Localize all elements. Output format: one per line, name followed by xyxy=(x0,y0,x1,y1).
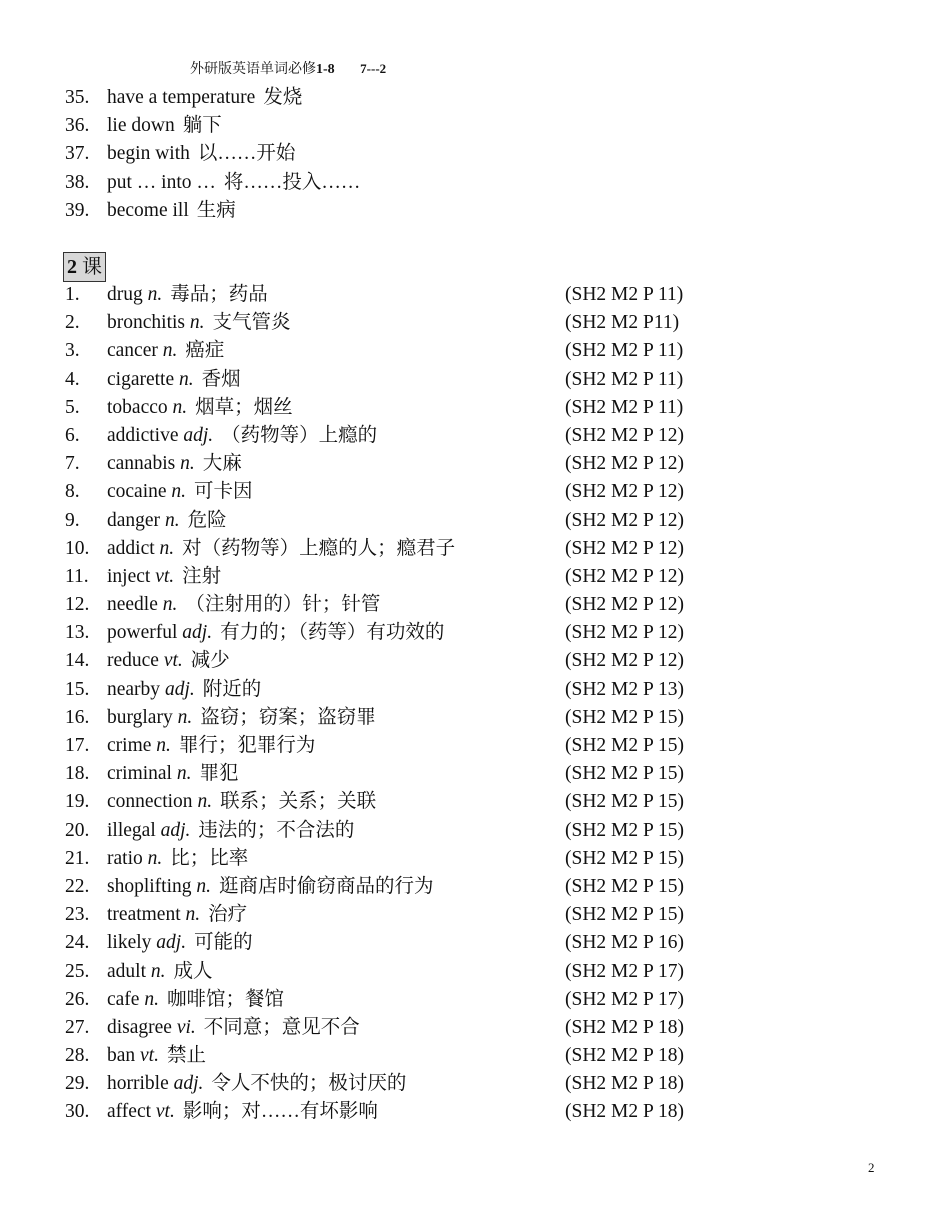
chinese-meaning: 危险 xyxy=(187,509,227,531)
english-term: addictive xyxy=(107,424,179,446)
term-entry xyxy=(107,619,444,647)
chinese-meaning: 香烟 xyxy=(201,368,241,390)
part-of-speech: n. xyxy=(185,904,201,926)
english-term: lie down xyxy=(107,115,175,137)
part-of-speech: n. xyxy=(180,453,195,475)
chinese-meaning: 注射 xyxy=(182,565,222,587)
term-entry xyxy=(107,958,213,986)
item-number: 2. xyxy=(65,312,80,334)
english-term: inject xyxy=(107,565,151,587)
term-entry xyxy=(107,760,239,788)
chinese-meaning: 违法的；不合法的 xyxy=(198,819,355,841)
term-entry xyxy=(107,647,230,675)
english-term: needle xyxy=(107,594,158,616)
chinese-meaning: 生病 xyxy=(196,199,236,221)
english-term: powerful xyxy=(107,622,178,644)
english-term: illegal xyxy=(107,819,156,841)
english-term: crime xyxy=(107,735,152,756)
english-term: horrible xyxy=(107,1073,169,1095)
textbook-reference: (SH2 M2 P 12) xyxy=(565,650,684,672)
chinese-meaning: 比；比率 xyxy=(170,847,249,869)
part-of-speech: vt. xyxy=(140,1045,159,1067)
chinese-meaning: 附近的 xyxy=(202,678,262,700)
textbook-reference: (SH2 M2 P 15) xyxy=(565,706,684,728)
item-number: 5. xyxy=(65,396,80,418)
english-term: cafe xyxy=(107,988,140,1010)
english-term: adult xyxy=(107,960,146,982)
english-term: criminal xyxy=(107,763,172,785)
textbook-reference: (SH2 M2 P11) xyxy=(565,312,680,334)
english-term: likely xyxy=(107,932,152,954)
chinese-meaning: 禁止 xyxy=(166,1045,206,1067)
textbook-reference: (SH2 M2 P 15) xyxy=(565,735,684,756)
item-number: 24. xyxy=(65,932,90,954)
term-entry xyxy=(107,591,380,619)
english-term: cancer xyxy=(107,340,158,362)
term-entry xyxy=(107,450,242,478)
item-number: 11. xyxy=(65,565,89,587)
english-term: tobacco xyxy=(107,396,168,418)
header-code: 7---2 xyxy=(360,61,387,76)
english-term: affect xyxy=(107,1101,152,1123)
english-term: burglary xyxy=(107,706,173,728)
textbook-reference: (SH2 M2 P 18) xyxy=(565,1016,684,1038)
part-of-speech: n. xyxy=(176,763,192,785)
term-entry xyxy=(107,281,268,309)
textbook-reference: (SH2 M2 P 16) xyxy=(565,932,684,954)
chinese-meaning: 毒品；药品 xyxy=(170,284,268,305)
item-number: 20. xyxy=(65,819,90,841)
item-number: 15. xyxy=(65,678,90,700)
part-of-speech: vt. xyxy=(155,1101,175,1123)
page-number: 2 xyxy=(868,1160,875,1175)
item-number: 4. xyxy=(65,368,80,390)
english-term: treatment xyxy=(107,904,181,926)
term-entry xyxy=(107,845,248,873)
chinese-meaning: 将……投入…… xyxy=(223,171,361,193)
term-entry xyxy=(107,140,295,168)
item-number: 22. xyxy=(65,875,90,897)
textbook-reference: (SH2 M2 P 15) xyxy=(565,763,684,785)
item-number: 17. xyxy=(65,735,90,756)
part-of-speech: n. xyxy=(179,368,194,390)
term-entry xyxy=(107,873,434,901)
item-number: 14. xyxy=(65,650,90,672)
textbook-reference: (SH2 M2 P 11) xyxy=(565,284,684,305)
english-term: danger xyxy=(107,509,161,531)
part-of-speech: n. xyxy=(197,791,213,813)
chinese-meaning: 咖啡馆；餐馆 xyxy=(166,988,284,1010)
textbook-reference: (SH2 M2 P 18) xyxy=(565,1101,684,1123)
part-of-speech: n. xyxy=(144,988,159,1010)
term-entry xyxy=(107,704,376,732)
part-of-speech: n. xyxy=(171,481,187,503)
part-of-speech: n. xyxy=(177,706,193,728)
chinese-meaning: 大麻 xyxy=(202,453,242,475)
term-entry xyxy=(107,309,291,337)
textbook-reference: (SH2 M2 P 11) xyxy=(565,368,684,390)
term-entry xyxy=(107,563,221,591)
header-title: 外研版英语单词必修 xyxy=(190,62,316,77)
english-term: shoplifting xyxy=(107,875,192,897)
term-entry xyxy=(107,817,354,845)
textbook-reference: (SH2 M2 P 12) xyxy=(565,424,684,446)
item-number: 23. xyxy=(65,904,90,926)
textbook-reference: (SH2 M2 P 12) xyxy=(565,509,684,531)
part-of-speech: n. xyxy=(196,875,212,897)
term-entry xyxy=(107,929,253,957)
term-entry xyxy=(107,1014,360,1042)
chinese-meaning: 成人 xyxy=(173,960,213,982)
part-of-speech: n. xyxy=(150,960,166,982)
item-number: 27. xyxy=(65,1016,90,1038)
item-number: 12. xyxy=(65,594,90,616)
term-entry xyxy=(107,901,247,929)
textbook-reference: (SH2 M2 P 18) xyxy=(565,1073,684,1095)
chinese-meaning: （药物等）上瘾的 xyxy=(221,424,378,446)
chinese-meaning: 可卡因 xyxy=(194,481,253,503)
term-entry xyxy=(107,1042,206,1070)
part-of-speech: adj. xyxy=(156,932,187,954)
chinese-meaning: 盗窃；窃案；盗窃罪 xyxy=(200,706,376,728)
textbook-reference: (SH2 M2 P 12) xyxy=(565,537,684,559)
term-entry xyxy=(107,478,253,506)
item-number: 36. xyxy=(65,115,90,137)
item-number: 16. xyxy=(65,706,90,728)
term-entry xyxy=(107,337,224,365)
term-entry xyxy=(107,394,293,422)
part-of-speech: vt. xyxy=(163,650,183,672)
term-entry xyxy=(107,732,315,760)
item-number: 30. xyxy=(65,1101,90,1123)
english-term: connection xyxy=(107,791,193,813)
chinese-meaning: 支气管炎 xyxy=(212,312,291,334)
english-term: have a temperature xyxy=(107,87,256,108)
term-entry xyxy=(107,112,222,140)
part-of-speech: n. xyxy=(172,396,188,418)
chinese-meaning: 烟草；烟丝 xyxy=(195,396,293,418)
textbook-reference: (SH2 M2 P 15) xyxy=(565,819,684,841)
lesson-heading xyxy=(63,252,106,282)
chinese-meaning: 逛商店时偷窃商品的行为 xyxy=(219,875,434,897)
lesson-number: 2 xyxy=(67,256,77,278)
textbook-reference: (SH2 M2 P 15) xyxy=(565,847,684,869)
term-entry xyxy=(107,84,302,112)
item-number: 13. xyxy=(65,622,90,644)
item-number: 26. xyxy=(65,988,90,1010)
part-of-speech: adj. xyxy=(173,1073,204,1095)
part-of-speech: adj. xyxy=(164,678,195,700)
lesson-label: 课 xyxy=(82,256,102,278)
item-number: 7. xyxy=(65,453,80,475)
english-term: put … into … xyxy=(107,171,216,193)
part-of-speech: n. xyxy=(164,509,180,531)
part-of-speech: n. xyxy=(189,312,205,334)
english-term: begin with xyxy=(107,143,190,165)
item-number: 10. xyxy=(65,537,90,559)
term-entry xyxy=(107,507,227,535)
english-term: bronchitis xyxy=(107,312,185,334)
part-of-speech: adj. xyxy=(183,424,214,446)
item-number: 21. xyxy=(65,847,90,869)
part-of-speech: n. xyxy=(147,284,163,305)
term-entry xyxy=(107,197,236,225)
item-number: 37. xyxy=(65,143,90,165)
part-of-speech: n. xyxy=(147,847,163,869)
chinese-meaning: 影响；对……有坏影响 xyxy=(182,1101,378,1123)
english-term: become ill xyxy=(107,199,189,221)
textbook-reference: (SH2 M2 P 17) xyxy=(565,988,684,1010)
item-number: 35. xyxy=(65,87,90,108)
textbook-reference: (SH2 M2 P 12) xyxy=(565,481,684,503)
english-term: ratio xyxy=(107,847,143,869)
part-of-speech: n. xyxy=(162,594,178,616)
item-number: 18. xyxy=(65,763,90,785)
header-title-range: 1-8 xyxy=(316,62,335,77)
chinese-meaning: 躺下 xyxy=(182,115,222,137)
term-entry xyxy=(107,422,377,450)
item-number: 28. xyxy=(65,1045,90,1067)
item-number: 38. xyxy=(65,171,90,193)
chinese-meaning: 以……开始 xyxy=(197,143,296,165)
textbook-reference: (SH2 M2 P 13) xyxy=(565,678,684,700)
part-of-speech: n. xyxy=(156,735,171,756)
term-entry xyxy=(107,1070,406,1098)
english-term: reduce xyxy=(107,650,159,672)
chinese-meaning: 联系；关系；关联 xyxy=(220,791,377,813)
english-term: drug xyxy=(107,284,143,305)
textbook-reference: (SH2 M2 P 18) xyxy=(565,1045,684,1067)
chinese-meaning: 罪犯 xyxy=(199,763,239,785)
chinese-meaning: 不同意；意见不合 xyxy=(203,1016,360,1038)
item-number: 19. xyxy=(65,791,90,813)
part-of-speech: adj. xyxy=(182,622,213,644)
textbook-reference: (SH2 M2 P 12) xyxy=(565,565,684,587)
textbook-reference: (SH2 M2 P 11) xyxy=(565,396,684,418)
textbook-reference: (SH2 M2 P 12) xyxy=(565,594,684,616)
term-entry xyxy=(107,1098,378,1126)
english-term: addict xyxy=(107,537,155,559)
part-of-speech: n. xyxy=(159,537,175,559)
english-term: ban xyxy=(107,1045,136,1067)
chinese-meaning: 治疗 xyxy=(208,904,248,926)
term-entry xyxy=(107,788,376,816)
item-number: 9. xyxy=(65,509,80,531)
chinese-meaning: 发烧 xyxy=(263,87,303,108)
chinese-meaning: 有力的；（药等）有功效的 xyxy=(220,622,445,644)
english-term: cigarette xyxy=(107,368,175,390)
textbook-reference: (SH2 M2 P 11) xyxy=(565,340,684,362)
term-entry xyxy=(107,366,241,394)
chinese-meaning: 癌症 xyxy=(185,340,225,362)
item-number: 39. xyxy=(65,199,90,221)
textbook-reference: (SH2 M2 P 12) xyxy=(565,453,684,475)
textbook-reference: (SH2 M2 P 17) xyxy=(565,960,684,982)
chinese-meaning: （注射用的）针；针管 xyxy=(185,594,381,616)
textbook-reference: (SH2 M2 P 12) xyxy=(565,622,684,644)
item-number: 29. xyxy=(65,1073,90,1095)
chinese-meaning: 可能的 xyxy=(194,932,253,954)
textbook-reference: (SH2 M2 P 15) xyxy=(565,904,684,926)
chinese-meaning: 对（药物等）上瘾的人；瘾君子 xyxy=(182,537,456,559)
part-of-speech: n. xyxy=(162,340,178,362)
english-term: cocaine xyxy=(107,481,167,503)
part-of-speech: adj. xyxy=(160,819,191,841)
chinese-meaning: 罪行；犯罪行为 xyxy=(178,735,316,756)
page-header xyxy=(190,58,386,78)
term-entry xyxy=(107,535,455,563)
textbook-reference: (SH2 M2 P 15) xyxy=(565,791,684,813)
textbook-reference: (SH2 M2 P 15) xyxy=(565,875,684,897)
item-number: 1. xyxy=(65,284,80,305)
english-term: disagree xyxy=(107,1016,172,1038)
item-number: 3. xyxy=(65,340,80,362)
item-number: 6. xyxy=(65,424,80,446)
item-number: 8. xyxy=(65,481,80,503)
term-entry xyxy=(107,986,284,1014)
part-of-speech: vt. xyxy=(155,565,175,587)
part-of-speech: vi. xyxy=(176,1016,196,1038)
chinese-meaning: 减少 xyxy=(190,650,230,672)
term-entry xyxy=(107,169,360,197)
english-term: nearby xyxy=(107,678,161,700)
term-entry xyxy=(107,676,261,704)
english-term: cannabis xyxy=(107,453,176,475)
item-number: 25. xyxy=(65,960,90,982)
chinese-meaning: 令人不快的；极讨厌的 xyxy=(211,1073,407,1095)
